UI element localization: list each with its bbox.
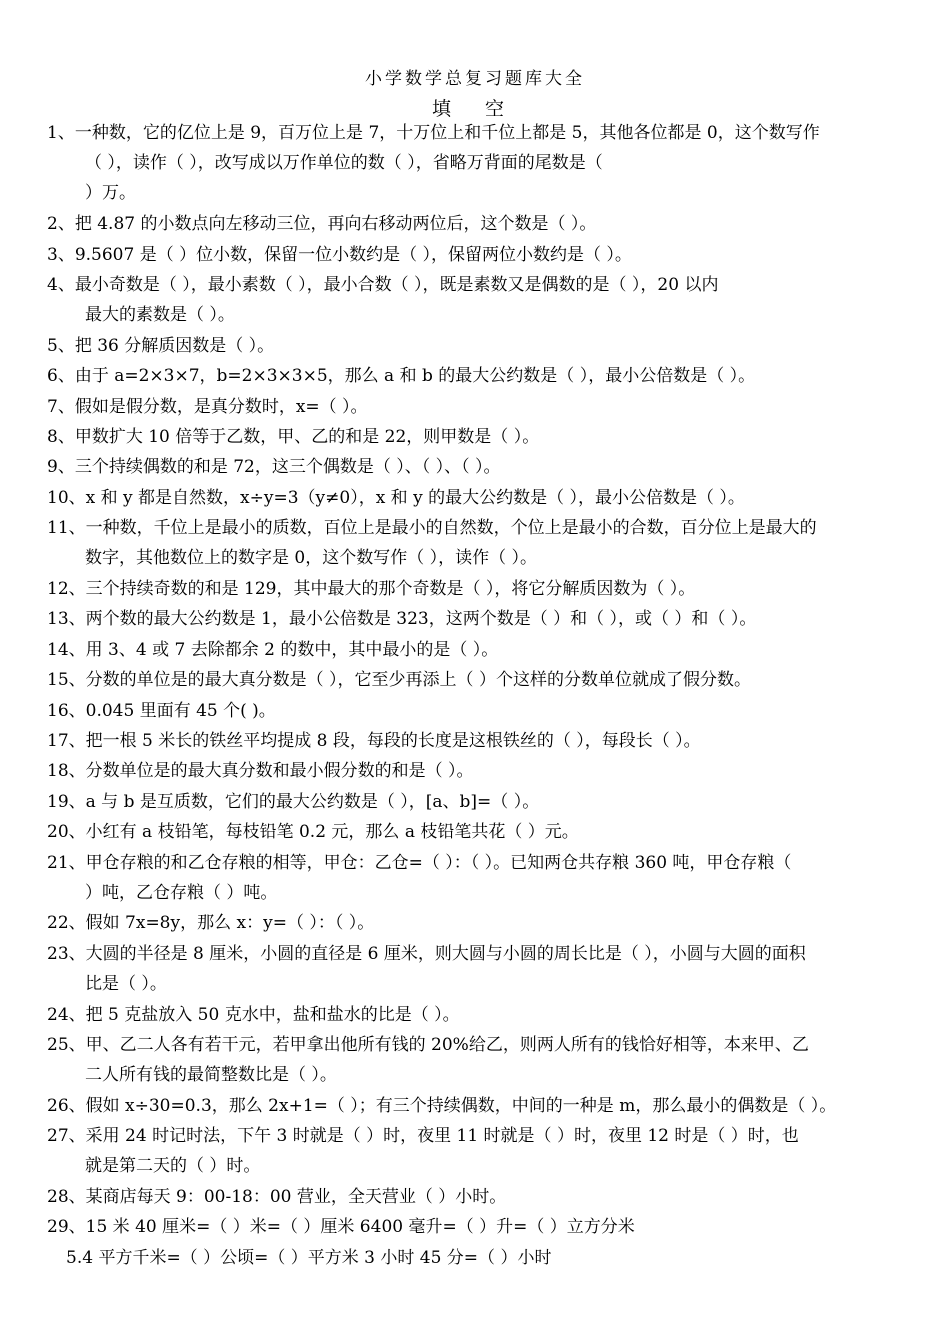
question-text: 22、假如 7x=8y，那么 x：y=（ ）：（ ）。 (47, 913, 375, 934)
question-text: 20、小红有 a 枝铅笔，每枝铅笔 0.2 元，那么 a 枝铅笔共花（ ）元。 (47, 822, 579, 843)
question-item (47, 635, 917, 665)
question-item (47, 817, 917, 847)
question-text: 12、三个持续奇数的和是 129，其中最大的那个奇数是（ ），将它分解质因数为（ ）。 (47, 579, 696, 599)
question-item (47, 361, 917, 391)
question-text: 26、假如 x÷30=0.3，那么 2x+1=（ ）；有三个持续偶数，中间的一种是 m，那么最小的偶数是（ ）。 (47, 1095, 837, 1116)
question-item (47, 908, 917, 938)
question-item (47, 574, 917, 604)
question-item (47, 118, 917, 208)
question-text: 23、大圆的半径是 8 厘米，小圆的直径是 6 厘米，则大圆与小圆的周长比是（ ），小圆与大圆的面积 (47, 943, 806, 964)
question-text: 10、x 和 y 都是自然数，x÷y=3（y≠0），x 和 y 的最大公约数是（ ），最小公倍数是（ ）。 (47, 487, 745, 508)
question-continuation: ）吨，乙仓存粮（ ）吨。 (85, 882, 278, 903)
question-text: 4、最小奇数是（ ），最小素数（ ），最小合数（ ），既是素数又是偶数的是（ ），20 以内 (47, 275, 719, 295)
question-item (47, 331, 917, 361)
question-item (47, 392, 917, 422)
question-item (47, 787, 917, 817)
question-continuation: （ ），读作（ ），改写成以万作单位的数（ ），省略万背面的尾数是（ (85, 153, 603, 173)
question-text: 28、某商店每天 9：00-18：00 营业，全天营业（ ）小时。 (47, 1187, 507, 1207)
question-continuation: 数字，其他数位上的数字是 0，这个数写作（ ），读作（ ）。 (85, 548, 538, 569)
question-text: 29、15 米 40 厘米=（ ）米=（ ）厘米 6400 毫升=（ ）升=（ ）立方分米 (47, 1217, 635, 1238)
question-continuation: 比是（ ）。 (85, 973, 167, 994)
question-continuation: 二人所有钱的最简整数比是（ ）。 (85, 1065, 337, 1085)
question-continuation: 就是第二天的（ ）时。 (85, 1156, 261, 1177)
question-text: 19、a 与 b 是互质数，它们的最大公约数是（ ），[a、b]=（ ）。 (47, 791, 540, 812)
question-text: 16、0.045 里面有 45 个( )。 (47, 700, 276, 721)
question-item (47, 209, 917, 239)
question-text: 1、一种数，它的亿位上是 9，百万位上是 7，十万位上和千位上都是 5，其他各位都是 0，这个数写作 (47, 123, 820, 143)
question-item (47, 604, 917, 634)
question-item (47, 483, 917, 513)
question-text: 21、甲仓存粮的和乙仓存粮的相等，甲仓：乙仓=（ ）：（ ）。已知两仓共存粮 360 吨，甲仓存粮（ (47, 852, 792, 873)
question-item (47, 939, 917, 999)
question-text: 17、把一根 5 米长的铁丝平均提成 8 段，每段的长度是这根铁丝的（ ），每段长（ ）。 (47, 731, 701, 751)
question-text: 27、采用 24 时记时法，下午 3 时就是（ ）时，夜里 11 时就是（ ）时，夜里 12 时是（ ）时，也 (47, 1126, 799, 1147)
question-item (47, 848, 917, 908)
question-item (47, 726, 917, 756)
question-text: 25、甲、乙二人各有若干元，若甲拿出他所有钱的 20%给乙，则两人所有的钱恰好相等，本来甲、乙 (47, 1035, 809, 1055)
question-continuation: 最大的素数是（ ）。 (85, 305, 235, 325)
question-item (47, 1030, 917, 1090)
question-item (47, 1000, 917, 1030)
question-text: 8、甲数扩大 10 倍等于乙数，甲、乙的和是 22，则甲数是（ ）。 (47, 427, 540, 447)
question-item (47, 665, 917, 695)
question-text: 14、用 3、4 或 7 去除都余 2 的数中，其中最小的是（ ）。 (47, 639, 499, 660)
question-item (47, 240, 917, 270)
question-text: 24、把 5 克盐放入 50 克水中，盐和盐水的比是（ ）。 (47, 1004, 460, 1025)
question-item (47, 696, 917, 726)
question-text: 18、分数单位是的最大真分数和最小假分数的和是（ ）。 (47, 761, 474, 782)
section-heading: 填 空 (431, 98, 519, 120)
question-line: 5.4 平方千米=（ ）公顷=（ ）平方米 3 小时 45 分=（ ）小时 (66, 1247, 552, 1268)
question-item (47, 513, 917, 573)
question-text: 7、假如是假分数，是真分数时，x=（ ）。 (47, 396, 368, 417)
question-text: 11、一种数，千位上是最小的质数，百位上是最小的自然数，个位上是最小的合数，百分位上是最大的 (47, 518, 817, 539)
question-text: 6、由于 a=2×3×7，b=2×3×3×5，那么 a 和 b 的最大公约数是（ ），最小公倍数是（ ）。 (47, 366, 756, 387)
question-text: 5、把 36 分解质因数是（ ）。 (47, 335, 275, 356)
question-text: 15、分数的单位是的最大真分数是（ ），它至少再添上（ ）个这样的分数单位就成了假分数。 (47, 670, 751, 691)
question-item (47, 452, 917, 482)
question-item (47, 1091, 917, 1121)
question-item (47, 756, 917, 786)
question-text: 13、两个数的最大公约数是 1，最小公倍数是 323，这两个数是（ ）和（ ），或（ ）和（ ）。 (47, 609, 757, 630)
question-item (47, 1182, 917, 1212)
question-text: 2、把 4.87 的小数点向左移动三位，再向右移动两位后，这个数是（ ）。 (47, 214, 597, 235)
question-text: 3、9.5607 是（ ）位小数，保留一位小数约是（ ），保留两位小数约是（ ）。 (47, 244, 632, 265)
page-title: 小学数学总复习题库大全 (365, 69, 585, 89)
question-item (47, 270, 917, 330)
question-item (47, 1212, 917, 1242)
question-text: 9、三个持续偶数的和是 72，这三个偶数是（ ）、（ ）、（ ）。 (47, 457, 501, 478)
question-item (47, 422, 917, 452)
question-continuation: ）万。 (85, 183, 136, 203)
question-item (47, 1121, 917, 1181)
